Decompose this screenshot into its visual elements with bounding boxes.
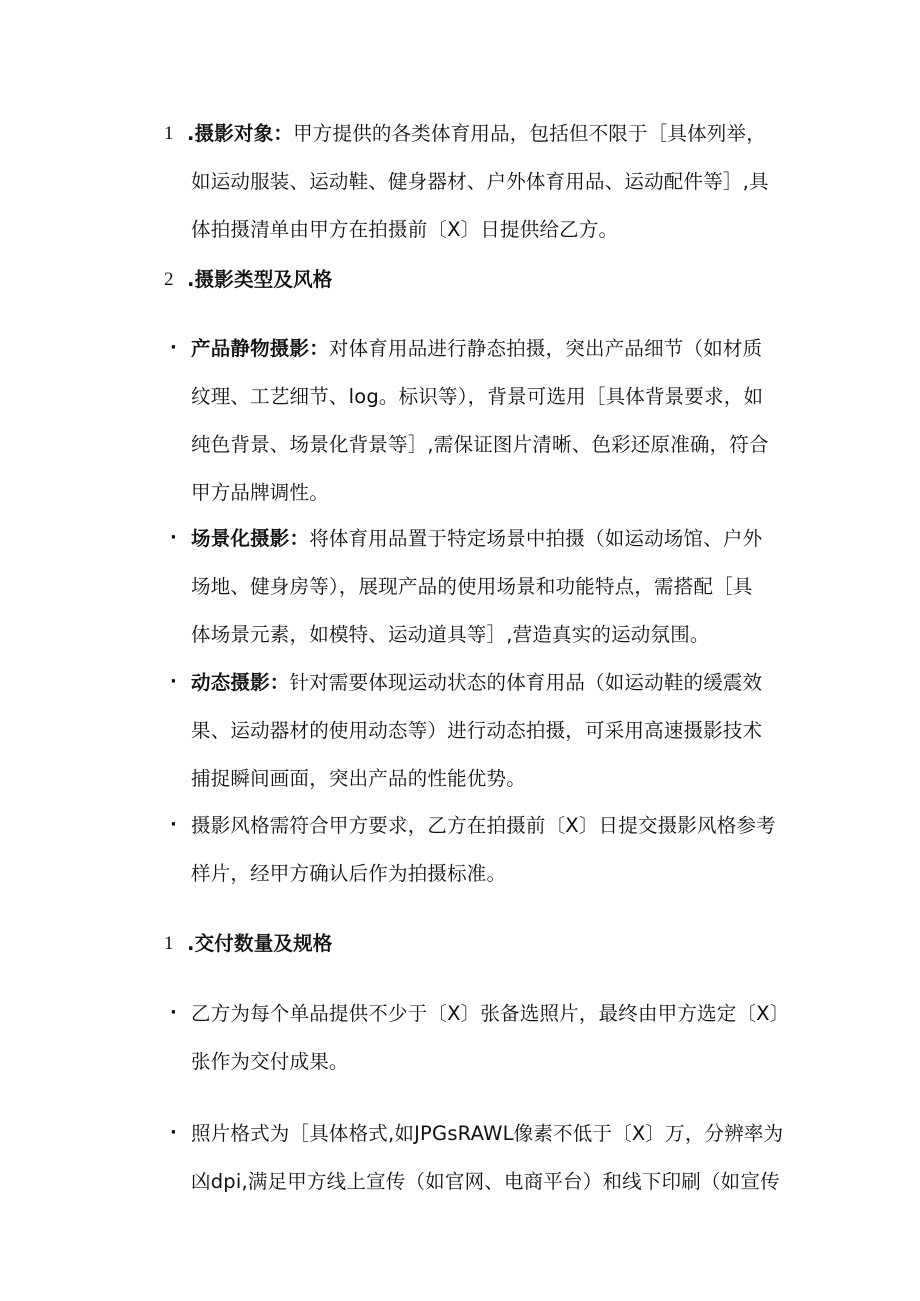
paragraph-line: .摄影对象：甲方提供的各类体育用品，包括但不限于［具体列举， <box>187 122 766 145</box>
bullet-symbol: · <box>170 527 177 548</box>
paragraph-line: 捕捉瞬间画面，突出产品的性能优势。 <box>191 767 526 790</box>
paragraph-line: 张作为交付成果。 <box>191 1050 349 1073</box>
paragraph-line: 样片，经甲方确认后作为拍摄标准。 <box>191 862 507 885</box>
paragraph-line: 乙方为每个单品提供不少于〔X〕张备选照片，最终由甲方选定〔X〕 <box>191 1002 790 1025</box>
section-lead: .摄影对象： <box>187 122 294 145</box>
paragraph-line: 纯色背景、场景化背景等］,需保证图片清晰、色彩还原准确，符合 <box>191 433 769 456</box>
paragraph-line: 体拍摄清单由甲方在拍摄前〔X〕日提供给乙方。 <box>191 218 619 241</box>
bullet-symbol: · <box>170 814 177 835</box>
item-lead: 动态摄影： <box>191 671 290 694</box>
section-number: 2 <box>164 269 174 290</box>
section-number: 1 <box>164 933 174 954</box>
item-lead: 产品静物摄影： <box>191 337 329 360</box>
section-number: 1 <box>164 123 174 144</box>
paragraph-line: 果、运动器材的使用动态等）进行动态拍摄，可采用高速摄影技术 <box>191 719 763 742</box>
paragraph-line: 照片格式为［具体格式,如JPGsRAWL像素不低于〔X〕万，分辨率为 <box>191 1122 784 1145</box>
section-heading: .交付数量及规格 <box>187 932 333 955</box>
paragraph-line: 摄影风格需符合甲方要求，乙方在拍摄前〔X〕日提交摄影风格参考 <box>191 814 776 837</box>
paragraph-line: 动态摄影：针对需要体现运动状态的体育用品（如运动鞋的缓震效 <box>191 671 763 694</box>
paragraph-line: 产品静物摄影：对体育用品进行静态拍摄，突出产品细节（如材质 <box>191 337 763 360</box>
section-heading: .摄影类型及风格 <box>187 268 333 291</box>
bullet-symbol: · <box>170 1122 177 1143</box>
paragraph-line: 场景化摄影：将体育用品置于特定场景中拍摄（如运动场馆、户外 <box>191 527 763 550</box>
paragraph-line: 纹理、工艺细节、log。标识等），背景可选用［具体背景要求，如 <box>191 385 764 408</box>
bullet-symbol: · <box>170 337 177 358</box>
paragraph-line: 体场景元素，如模特、运动道具等］,营造真实的运动氛围。 <box>191 623 710 646</box>
paragraph-line: 场地、健身房等），展现产品的使用场景和功能特点，需搭配［具 <box>191 575 753 598</box>
section-body <box>187 110 791 254</box>
bullet-symbol: · <box>170 1002 177 1023</box>
paragraph-line: 凶dpi,满足甲方线上宣传（如官网、电商平台）和线下印刷（如宣传 <box>191 1170 780 1193</box>
paragraph-line: 如运动服装、运动鞋、健身器材、户外体育用品、运动配件等］,具 <box>191 170 769 193</box>
item-lead: 场景化摄影： <box>191 527 310 550</box>
paragraph-line: 甲方品牌调性。 <box>191 481 329 504</box>
bullet-symbol: · <box>170 671 177 692</box>
